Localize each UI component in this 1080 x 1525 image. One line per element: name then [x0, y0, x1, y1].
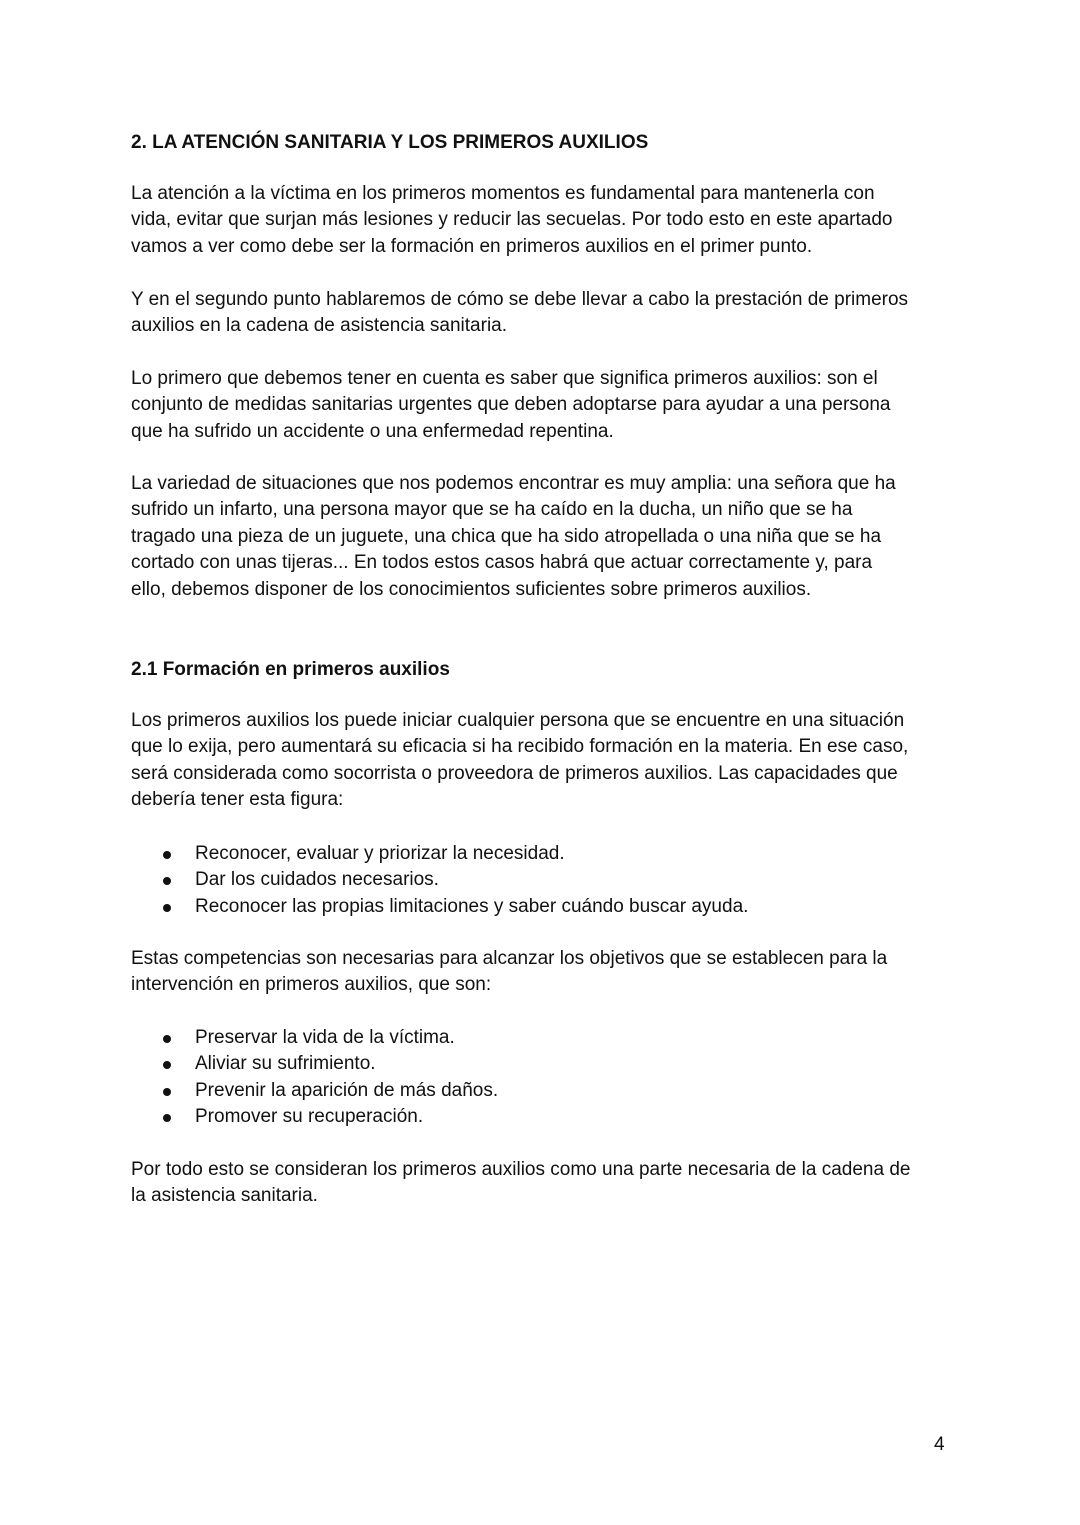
text-line: vamos a ver como debe ser la formación en primeros auxilios en el primer punto. [131, 235, 813, 257]
list-item-text: Promover su recuperación. [195, 1106, 424, 1128]
list-item [163, 1078, 498, 1104]
intro-paragraph-1 [131, 181, 961, 260]
text-line: Por todo esto se consideran los primeros auxilios como una parte necesaria de la cadena de [131, 1159, 911, 1180]
text-line: Y en el segundo punto hablaremos de cómo se debe llevar a cabo la prestación de primeros [131, 289, 909, 310]
intro-paragraph-3 [131, 366, 961, 445]
list-item [163, 867, 748, 893]
text-line: que ha sufrido un accidente o una enfermedad repentina. [131, 420, 614, 442]
bullet-icon [163, 1061, 171, 1069]
page-number: 4 [934, 1434, 945, 1455]
text-line: sufrido un infarto, una persona mayor que se ha caído en la ducha, un niño que se ha [131, 499, 853, 521]
text-line: será considerada como socorrista o proveedora de primeros auxilios. Las capacidades que [131, 762, 898, 784]
bullet-icon [163, 851, 171, 859]
text-line: la asistencia sanitaria. [131, 1185, 318, 1207]
list-item-text: Reconocer, evaluar y priorizar la necesidad. [195, 843, 565, 864]
subsection-paragraph-2 [131, 946, 961, 999]
text-line: La variedad de situaciones que nos podemos encontrar es muy amplia: una señora que ha [131, 473, 896, 494]
text-line: Los primeros auxilios los puede iniciar cualquier persona que se encuentre en una situación [131, 710, 905, 731]
objectives-list [163, 1025, 498, 1131]
subsection-paragraph-1 [131, 708, 961, 814]
text-line: vida, evitar que surjan más lesiones y reducir las secuelas. Por todo esto en este apartado [131, 209, 893, 231]
intro-paragraph-2 [131, 287, 961, 340]
bullet-icon [163, 904, 171, 912]
bullet-icon [163, 1114, 171, 1122]
text-line: conjunto de medidas sanitarias urgentes que deben adoptarse para ayudar a una persona [131, 394, 891, 416]
list-item-text: Prevenir la aparición de más daños. [195, 1079, 499, 1101]
text-line: tragado una pieza de un juguete, una chica que ha sido atropellada o una niña que se ha [131, 525, 882, 547]
bullet-icon [163, 1035, 171, 1043]
text-line: Estas competencias son necesarias para alcanzar los objetivos que se establecen para la [131, 948, 888, 969]
section-title: 2. LA ATENCIÓN SANITARIA Y LOS PRIMEROS AUXILIOS [131, 132, 649, 153]
list-item-text: Reconocer las propias limitaciones y saber cuándo buscar ayuda. [195, 895, 749, 917]
text-line: intervención en primeros auxilios, que son: [131, 974, 492, 996]
list-item [163, 1051, 498, 1077]
list-item [163, 841, 748, 867]
text-line: cortado con unas tijeras... En todos estos casos habrá que actuar correctamente y, para [131, 552, 873, 574]
list-item [163, 1104, 498, 1130]
list-item-text: Preservar la vida de la víctima. [195, 1027, 455, 1048]
list-item [163, 894, 748, 920]
subsection-title: 2.1 Formación en primeros auxilios [131, 659, 450, 680]
text-line: debería tener esta figura: [131, 789, 344, 811]
text-line: ello, debemos disponer de los conocimientos suficientes sobre primeros auxilios. [131, 578, 812, 600]
list-item-text: Dar los cuidados necesarios. [195, 869, 439, 891]
text-line: Lo primero que debemos tener en cuenta es saber que significa primeros auxilios: son el [131, 368, 878, 389]
capacities-list [163, 841, 748, 920]
list-item-text: Aliviar su sufrimiento. [195, 1053, 376, 1075]
bullet-icon [163, 877, 171, 885]
text-line: La atención a la víctima en los primeros momentos es fundamental para mantenerla con [131, 183, 875, 204]
intro-paragraph-4 [131, 471, 961, 603]
text-line: que lo exija, pero aumentará su eficacia si ha recibido formación en la materia. En ese caso, [131, 736, 909, 758]
list-item [163, 1025, 498, 1051]
bullet-icon [163, 1088, 171, 1096]
text-line: auxilios en la cadena de asistencia sanitaria. [131, 315, 508, 337]
closing-paragraph [131, 1157, 961, 1210]
